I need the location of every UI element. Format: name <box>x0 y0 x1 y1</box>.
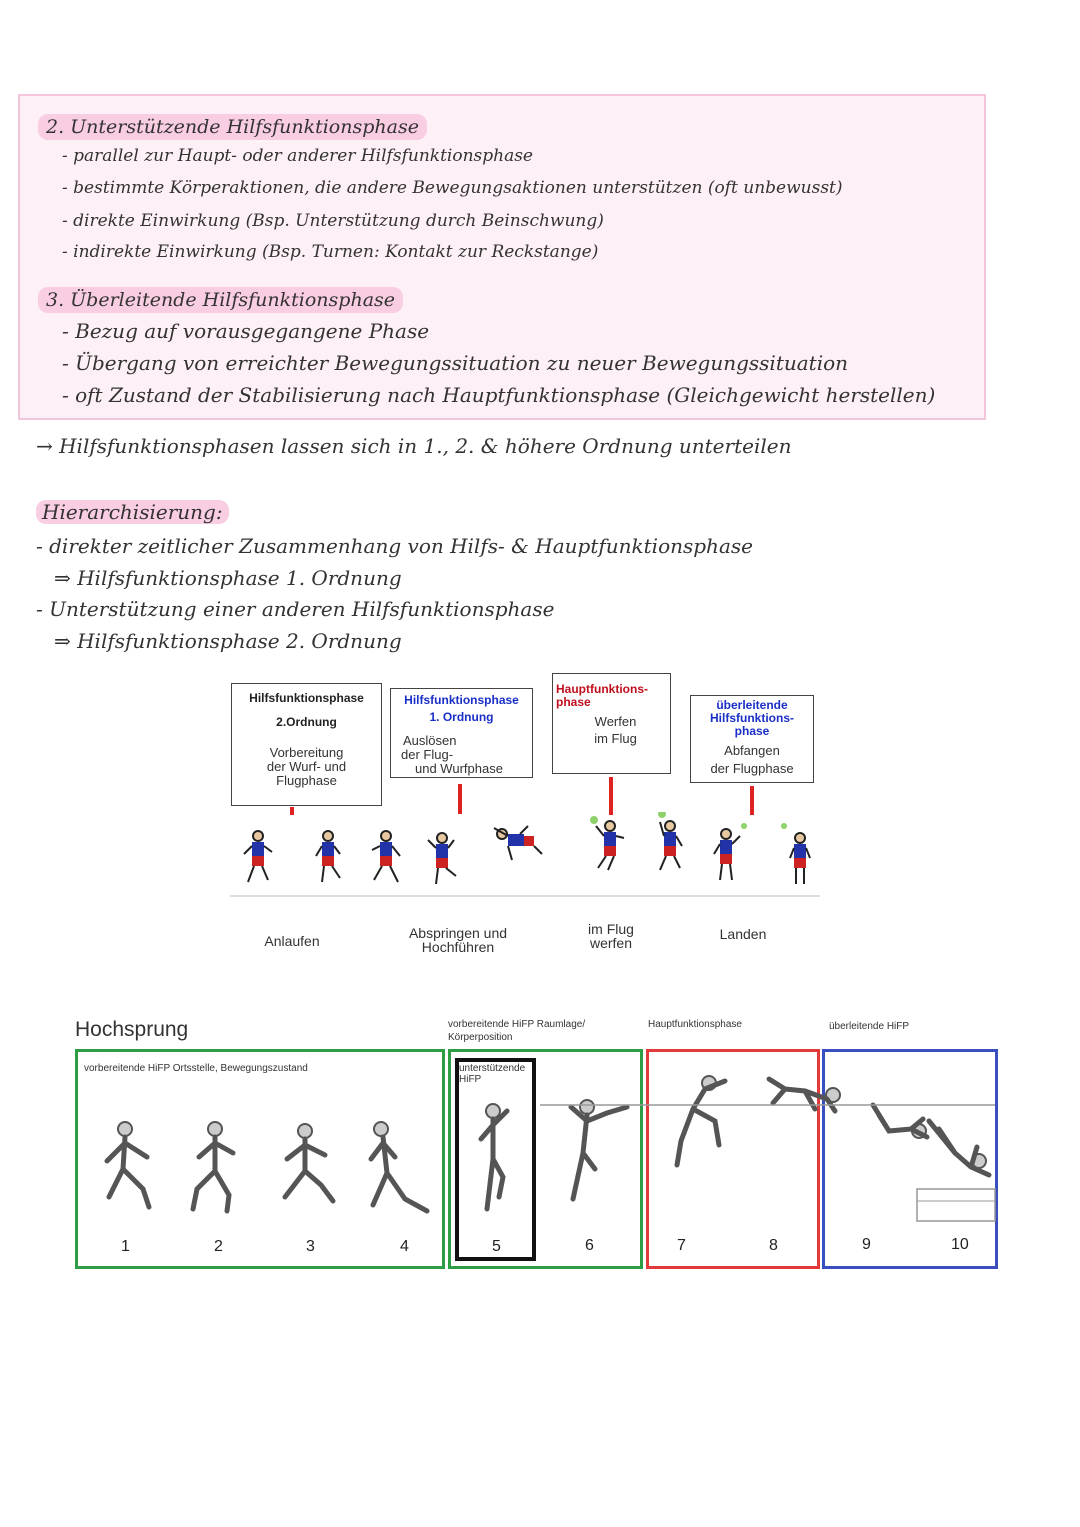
phase-box-main <box>552 673 671 774</box>
label-green-prep: vorbereitende HiFP Ortsstelle, Bewegungszustand <box>84 1063 308 1074</box>
phase-box-desc: im Flug <box>594 731 637 746</box>
label-prep-raum-1: vorbereitende HiFP Raumlage/ <box>448 1019 586 1030</box>
section3-heading: 3. Überleitende Hilfsfunktionsphase <box>38 287 403 313</box>
frame-number: 5 <box>492 1238 501 1255</box>
phase-box-desc: Vorbereitung <box>269 745 344 760</box>
section2-line-1: - parallel zur Haupt- oder anderer Hilfsfunktionsphase <box>62 146 533 166</box>
phase-box-sub: 1. Ordnung <box>429 710 494 724</box>
frame-number: 2 <box>214 1238 223 1255</box>
phase-box-sub: phase <box>556 695 591 709</box>
highjump-sequence-illustration <box>75 1049 998 1269</box>
hierarchy-line-4: ⇒ Hilfsfunktionsphase 2. Ordnung <box>54 629 402 653</box>
frame-number: 6 <box>585 1237 594 1254</box>
phase-label-text: werfen <box>589 935 633 951</box>
frame-number: 10 <box>951 1236 969 1253</box>
label-prep-raum-2: Körperposition <box>448 1032 513 1043</box>
highjump-title: Hochsprung <box>75 1018 189 1041</box>
label-prep-raum <box>448 1018 585 1044</box>
phase-label-text: im Flug <box>588 921 634 937</box>
section3-line-1: - Bezug auf vorausgegangene Phase <box>62 319 430 343</box>
frame-number: 9 <box>862 1236 871 1253</box>
phase-tick <box>750 786 754 815</box>
phase-label-run <box>240 934 344 948</box>
frame-number: 8 <box>769 1237 778 1254</box>
frame-number: 1 <box>121 1238 130 1255</box>
hierarchy-heading <box>36 500 229 524</box>
phase-box-desc: und Wurfphase <box>415 761 503 776</box>
hierarchy-heading-text: Hierarchisierung: <box>36 500 229 524</box>
phase-box-title: Hilfsfunktionsphase <box>249 691 364 705</box>
section2-line-4: - indirekte Einwirkung (Bsp. Turnen: Kontakt zur Reckstange) <box>62 242 599 262</box>
phase-box-desc: Abfangen <box>724 743 780 758</box>
phase-box-title: überleitende <box>716 698 788 712</box>
section3-line-3: - oft Zustand der Stabilisierung nach Hauptfunktionsphase (Gleichgewicht herstellen) <box>62 383 936 407</box>
phase-box-desc: Auslösen <box>403 733 457 748</box>
phase-label-text: Abspringen und <box>408 925 508 941</box>
phase-box-title: Hilfsfunktionsphase <box>404 693 519 707</box>
hierarchy-line-2: ⇒ Hilfsfunktionsphase 1. Ordnung <box>54 566 402 590</box>
phase-label-land <box>700 927 786 941</box>
phase-box-2nd-order <box>231 683 382 806</box>
frame-number: 7 <box>677 1237 686 1254</box>
phase-box-desc: der Wurf- und <box>266 759 347 774</box>
phase-box-desc: der Flug- <box>401 747 454 762</box>
label-support-2: HiFP <box>459 1074 482 1085</box>
phase-tick <box>609 777 613 815</box>
phase-box-1st-order <box>390 688 533 778</box>
phase-label-text: Anlaufen <box>264 933 320 949</box>
section2-line-3: - direkte Einwirkung (Bsp. Unterstützung durch Beinschwung) <box>62 211 604 231</box>
hierarchy-line-1: - direkter zeitlicher Zusammenhang von Hilfs- & Hauptfunktionsphase <box>36 534 753 558</box>
label-main-phase: Hauptfunktionsphase <box>648 1019 742 1030</box>
throw-sequence-illustration <box>230 812 820 902</box>
frame-number: 3 <box>306 1238 315 1255</box>
phase-tick <box>458 784 462 814</box>
label-support-1: unterstützende <box>459 1063 526 1074</box>
section3-line-2: - Übergang von erreichter Bewegungssituation zu neuer Bewegungssituation <box>62 351 849 375</box>
phase-box-desc: Flugphase <box>276 773 337 788</box>
phase-box-sub: 2.Ordnung <box>276 715 337 729</box>
phase-label-throw <box>566 922 656 950</box>
frame-number: 4 <box>400 1238 409 1255</box>
phase-box-sub: Hilfsfunktions- <box>710 711 794 725</box>
section2-line-2: - bestimmte Körperaktionen, die andere Bewegungsaktionen unterstützen (oft unbewusst) <box>62 178 843 198</box>
hierarchy-line-3: - Unterstützung einer anderen Hilfsfunktionsphase <box>36 597 555 621</box>
phase-box-desc: Werfen <box>594 714 637 729</box>
summary-line: → Hilfsfunktionsphasen lassen sich in 1., 2. & höhere Ordnung unterteilen <box>36 434 792 458</box>
phase-box-desc: der Flugphase <box>710 761 794 776</box>
phase-label-text: Hochführen <box>421 939 495 955</box>
phase-box-title: Hauptfunktions- <box>556 682 648 696</box>
label-transition: überleitende HiFP <box>829 1021 910 1032</box>
phase-box-transition <box>690 695 814 783</box>
phase-label-jump <box>396 926 520 954</box>
phase-box-sub: phase <box>734 724 770 738</box>
phase-label-text: Landen <box>719 926 767 942</box>
section2-heading: 2. Unterstützende Hilfsfunktionsphase <box>38 114 427 140</box>
